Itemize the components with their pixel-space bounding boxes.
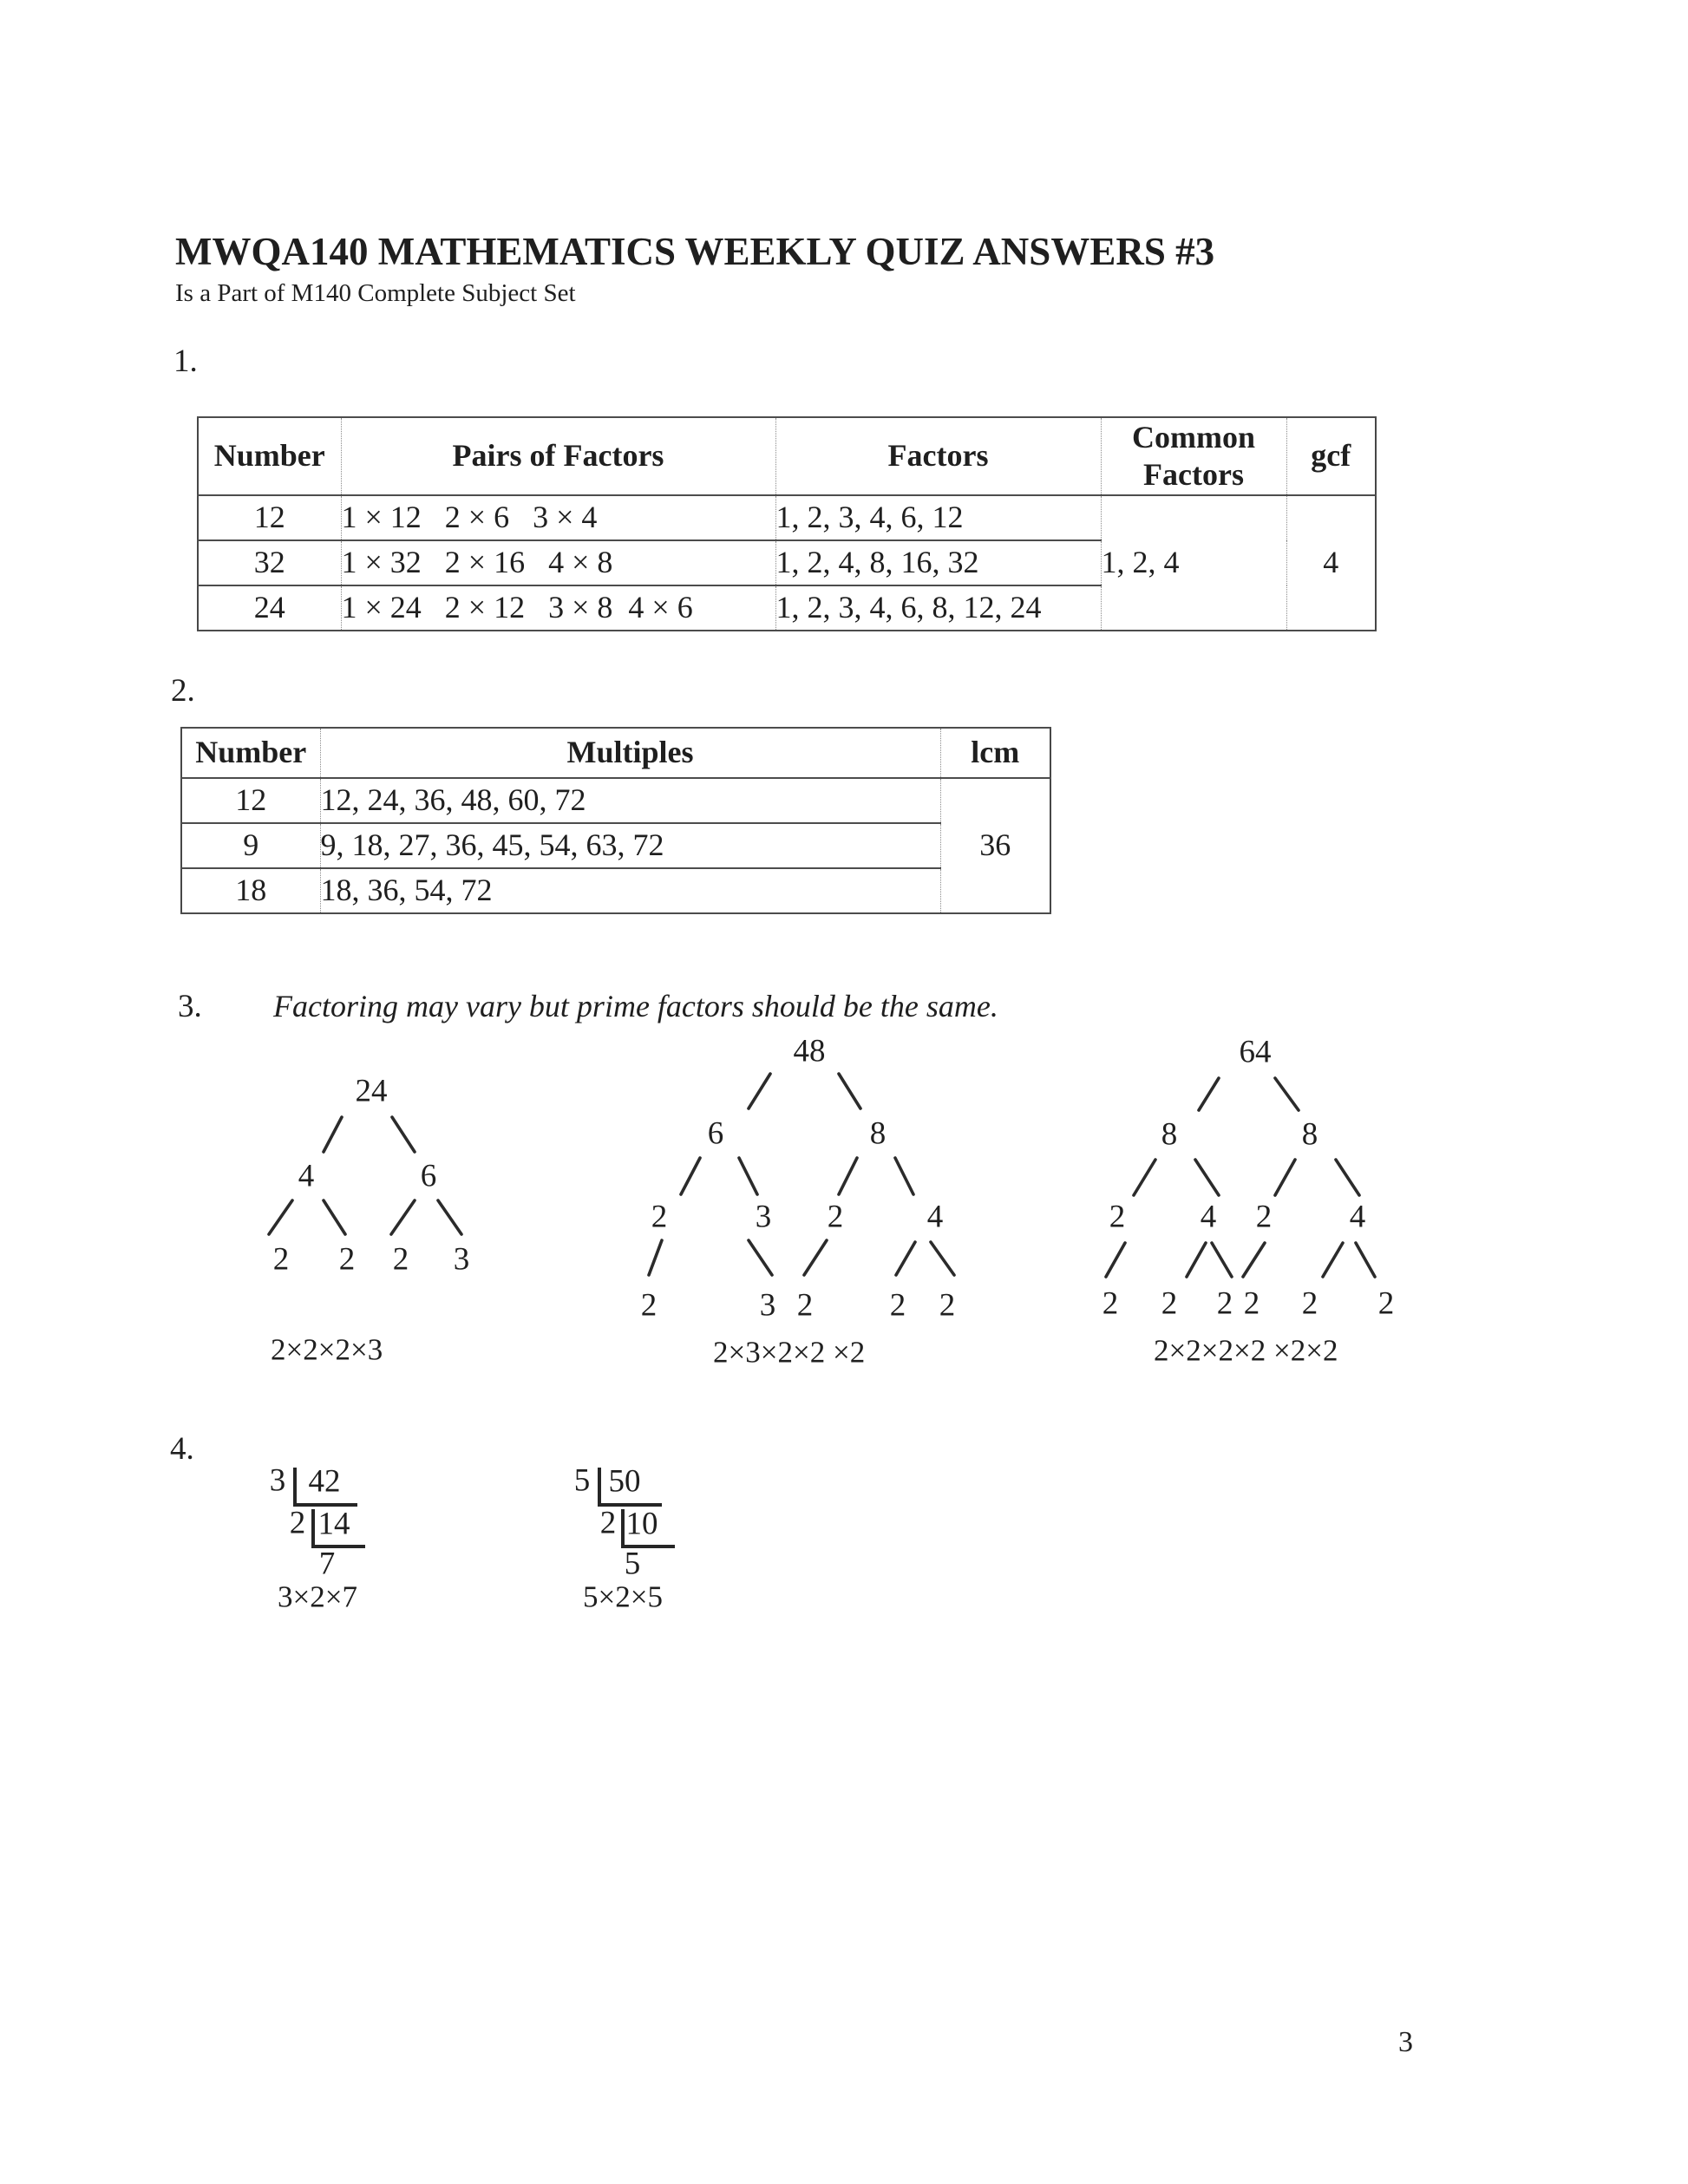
number-cell: 9 <box>181 823 320 868</box>
col-header-number: Number <box>181 728 320 778</box>
tree-branch <box>1195 1160 1219 1195</box>
tree24-node: 2 <box>272 1241 290 1278</box>
multiples-cell: 9, 18, 27, 36, 45, 54, 63, 72 <box>320 823 940 868</box>
q3-note: Factoring may vary but prime factors should be the same. <box>273 989 998 1023</box>
tree64-node: 2 <box>1109 1199 1126 1235</box>
tree-branch <box>1275 1078 1299 1110</box>
table-row <box>181 868 1050 913</box>
ladder-result: 5 <box>624 1546 641 1582</box>
lcm-table <box>180 727 1051 914</box>
col-header-multiples: Multiples <box>320 728 940 778</box>
multiples-cell: 12, 24, 36, 48, 60, 72 <box>320 778 940 823</box>
tree48-node: 3 <box>755 1199 772 1235</box>
ladder-dividend: 42 <box>308 1463 341 1500</box>
tree64-product: 2×2×2×2 ×2×2 <box>1154 1333 1338 1368</box>
tree24-node: 2 <box>338 1241 356 1278</box>
tree48-node: 8 <box>869 1115 887 1152</box>
tree-branch <box>1199 1078 1219 1110</box>
tree-branch <box>438 1200 461 1234</box>
tree-branch <box>1275 1160 1295 1195</box>
tree64-node: 2 <box>1377 1285 1395 1322</box>
pairs-cell: 1 × 32 2 × 16 4 × 8 <box>341 540 775 585</box>
tree48-node: 2 <box>827 1199 844 1235</box>
number-cell: 18 <box>181 868 320 913</box>
tree-branch <box>391 1200 415 1234</box>
tree64-root: 64 <box>1239 1034 1272 1070</box>
common-factors-cell: 1, 2, 4 <box>1101 495 1286 631</box>
col-header-common-factors: Common Factors <box>1101 417 1286 495</box>
tree48-node: 6 <box>707 1115 724 1152</box>
tree-branch <box>931 1242 954 1275</box>
tree-branch <box>649 1240 662 1275</box>
tree-branch <box>739 1158 757 1194</box>
tree24-node: 6 <box>420 1158 437 1194</box>
tree48-root: 48 <box>793 1033 826 1069</box>
tree-branch <box>392 1117 415 1152</box>
tree-branch <box>839 1074 860 1108</box>
tree64-node: 8 <box>1161 1116 1178 1153</box>
ladder-divisor: 3 <box>269 1462 286 1499</box>
tree-branch <box>749 1074 770 1108</box>
tree64-node: 2 <box>1243 1285 1260 1322</box>
tree24-node: 4 <box>298 1158 315 1194</box>
tree-branch <box>1336 1160 1359 1195</box>
tree24-node: 2 <box>392 1241 409 1278</box>
q4-label: 4. <box>170 1431 194 1467</box>
tree-branch <box>895 1158 913 1194</box>
gcf-table <box>197 416 1377 631</box>
factors-cell: 1, 2, 3, 4, 6, 12 <box>775 495 1101 540</box>
col-header-factors: Factors <box>775 417 1101 495</box>
tree-branch <box>1187 1243 1206 1277</box>
ladder-divisor: 2 <box>289 1505 306 1541</box>
tree64-node: 8 <box>1301 1116 1318 1153</box>
ladder-dividend: 10 <box>625 1506 658 1542</box>
pairs-cell: 1 × 12 2 × 6 3 × 4 <box>341 495 775 540</box>
page-subtitle: Is a Part of M140 Complete Subject Set <box>175 279 576 307</box>
tree64-node: 4 <box>1349 1199 1366 1235</box>
table-header-row <box>181 728 1050 778</box>
tree-branch <box>749 1240 772 1275</box>
tree-branch <box>269 1200 292 1234</box>
tree48-product: 2×3×2×2 ×2 <box>713 1335 866 1370</box>
number-cell: 12 <box>181 778 320 823</box>
pairs-cell: 1 × 24 2 × 12 3 × 8 4 × 6 <box>341 585 775 631</box>
tree64-node: 2 <box>1255 1199 1273 1235</box>
tree64-node: 2 <box>1161 1285 1178 1322</box>
tree64-node: 2 <box>1301 1285 1318 1322</box>
tree-branch <box>1212 1243 1232 1277</box>
tree64-node: 2 <box>1102 1285 1119 1322</box>
ladder-result: 7 <box>318 1546 336 1582</box>
tree48-node: 3 <box>759 1287 776 1324</box>
page-number: 3 <box>1398 2026 1413 2058</box>
q3-label: 3. <box>178 989 202 1024</box>
col-header-pairs: Pairs of Factors <box>341 417 775 495</box>
tree-branch <box>839 1158 857 1194</box>
gcf-cell: 4 <box>1286 495 1376 631</box>
number-cell: 12 <box>198 495 341 540</box>
tree-branch <box>1106 1243 1125 1277</box>
tree-branch <box>324 1200 345 1234</box>
table-row <box>198 495 1376 540</box>
tree-branch <box>1243 1243 1265 1277</box>
q1-label: 1. <box>173 343 198 379</box>
tree48-node: 2 <box>889 1287 906 1324</box>
tree48-node: 2 <box>796 1287 814 1324</box>
tree-branch <box>681 1158 700 1194</box>
table-row <box>181 823 1050 868</box>
ladder-dividend: 14 <box>317 1506 350 1542</box>
page-title: MWQA140 MATHEMATICS WEEKLY QUIZ ANSWERS #3 <box>175 230 1215 273</box>
col-header-gcf: gcf <box>1286 417 1376 495</box>
tree48-node: 4 <box>926 1199 944 1235</box>
q2-label: 2. <box>171 673 195 709</box>
factors-cell: 1, 2, 4, 8, 16, 32 <box>775 540 1101 585</box>
number-cell: 32 <box>198 540 341 585</box>
tree-branch <box>1323 1243 1343 1277</box>
tree24-root: 24 <box>355 1073 388 1109</box>
ladder-divisor: 5 <box>573 1462 591 1499</box>
tree64-node: 4 <box>1200 1199 1217 1235</box>
number-cell: 24 <box>198 585 341 631</box>
lcm-cell: 36 <box>940 778 1050 913</box>
ladder-product: 5×2×5 <box>583 1579 663 1614</box>
tree48-node: 2 <box>939 1287 956 1324</box>
col-header-lcm: lcm <box>940 728 1050 778</box>
tree48-node: 2 <box>651 1199 668 1235</box>
ladder-product: 3×2×7 <box>278 1579 357 1614</box>
tree-branch <box>896 1242 915 1275</box>
table-header-row <box>198 417 1376 495</box>
ladder-dividend: 50 <box>608 1463 641 1500</box>
ladder-divisor: 2 <box>599 1505 617 1541</box>
tree-branch <box>1134 1160 1155 1195</box>
tree24-product: 2×2×2×3 <box>271 1332 383 1367</box>
col-header-number: Number <box>198 417 341 495</box>
tree-branch <box>324 1117 342 1152</box>
table-row <box>181 778 1050 823</box>
tree48-node: 2 <box>640 1287 658 1324</box>
tree-branch <box>1356 1243 1375 1277</box>
tree64-node: 2 <box>1216 1285 1233 1322</box>
tree-branch <box>804 1240 827 1275</box>
tree24-node: 3 <box>453 1241 470 1278</box>
factors-cell: 1, 2, 3, 4, 6, 8, 12, 24 <box>775 585 1101 631</box>
multiples-cell: 18, 36, 54, 72 <box>320 868 940 913</box>
